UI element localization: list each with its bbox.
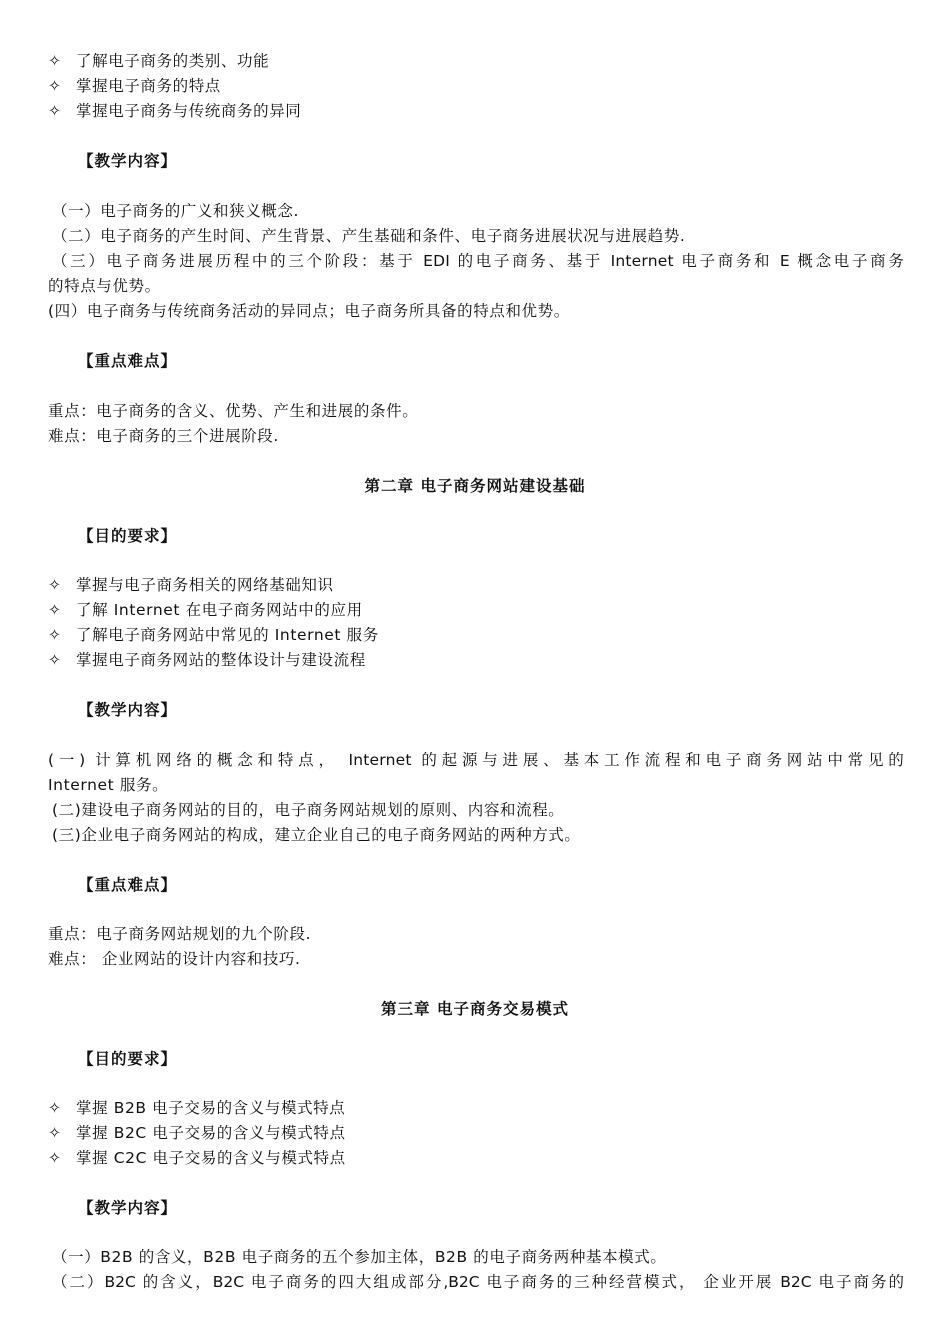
section-heading-keypoints: 【重点难点】 [78, 352, 178, 370]
section-heading-goals: 【目的要求】 [78, 527, 178, 545]
goal-item: ✧ 掌握电子商务的特点 [48, 74, 904, 99]
content-paragraph: (三)企业电子商务网站的构成，建立企业自己的电子商务网站的两种方式。 [52, 826, 581, 844]
content-paragraph: （二）B2C 的含义，B2C 电子商务的四大组成部分,B2C 电子商务的三种经营模式， 企业开展 B2C 电子商务的 [52, 1273, 904, 1291]
content-paragraph: （一）B2B 的含义，B2B 电子商务的五个参加主体，B2B 的电子商务两种基本模式。 [52, 1248, 667, 1266]
goal-item: ✧ 了解电子商务网站中常见的 Internet 服务 [48, 623, 904, 648]
content-paragraph: (四）电子商务与传统商务活动的异同点；电子商务所具备的特点和优势。 [48, 302, 570, 320]
chapter-title: 第三章 电子商务交易模式 [381, 1000, 569, 1018]
goal-item: ✧ 掌握电子商务网站的整体设计与建设流程 [48, 648, 904, 673]
bullet-icon: ✧ [48, 1149, 62, 1167]
key-point: 重点：电子商务网站规划的九个阶段. [48, 925, 312, 943]
bullet-icon: ✧ [48, 102, 62, 120]
bullet-icon: ✧ [48, 601, 62, 619]
difficult-point: 难点：电子商务的三个进展阶段. [48, 427, 279, 445]
bullet-icon: ✧ [48, 77, 62, 95]
bullet-icon: ✧ [48, 1124, 62, 1142]
goal-item: ✧ 了解 Internet 在电子商务网站中的应用 [48, 598, 904, 623]
section-heading-keypoints: 【重点难点】 [78, 876, 178, 894]
goal-item: ✧ 了解电子商务的类别、功能 [48, 49, 904, 74]
section-heading-content: 【教学内容】 [78, 1199, 178, 1217]
section-heading-goals: 【目的要求】 [78, 1050, 178, 1068]
goal-item: ✧ 掌握 C2C 电子交易的含义与模式特点 [48, 1146, 904, 1171]
chapter-title: 第二章 电子商务网站建设基础 [364, 477, 586, 495]
goal-item: ✧ 掌握电子商务与传统商务的异同 [48, 99, 904, 124]
difficult-point: 难点： 企业网站的设计内容和技巧. [48, 950, 301, 968]
content-paragraph: (一) 计算机网络的概念和特点， Internet 的起源与进展、基本工作流程和电子商务网站中常见的 [48, 751, 904, 769]
section-heading-content: 【教学内容】 [78, 152, 178, 170]
goal-item: ✧ 掌握 B2C 电子交易的含义与模式特点 [48, 1121, 904, 1146]
bullet-icon: ✧ [48, 1099, 62, 1117]
content-paragraph: （一）电子商务的广义和狭义概念. [52, 202, 300, 220]
goal-item: ✧ 掌握与电子商务相关的网络基础知识 [48, 573, 904, 598]
content-paragraph: （三）电子商务进展历程中的三个阶段：基于 EDI 的电子商务、基于 Internet 电子商务和 E 概念电子商务 [52, 252, 904, 270]
bullet-icon: ✧ [48, 576, 62, 594]
bullet-icon: ✧ [48, 651, 62, 669]
bullet-icon: ✧ [48, 52, 62, 70]
content-paragraph: (二)建设电子商务网站的目的，电子商务网站规划的原则、内容和流程。 [52, 801, 565, 819]
section-heading-content: 【教学内容】 [78, 701, 178, 719]
content-paragraph-continuation: Internet 服务。 [48, 776, 169, 794]
content-paragraph: （二）电子商务的产生时间、产生背景、产生基础和条件、电子商务进展状况与进展趋势. [52, 227, 686, 245]
content-paragraph-continuation: 的特点与优势。 [48, 277, 161, 295]
goal-item: ✧ 掌握 B2B 电子交易的含义与模式特点 [48, 1096, 904, 1121]
bullet-icon: ✧ [48, 626, 62, 644]
key-point: 重点：电子商务的含义、优势、产生和进展的条件。 [48, 402, 419, 420]
